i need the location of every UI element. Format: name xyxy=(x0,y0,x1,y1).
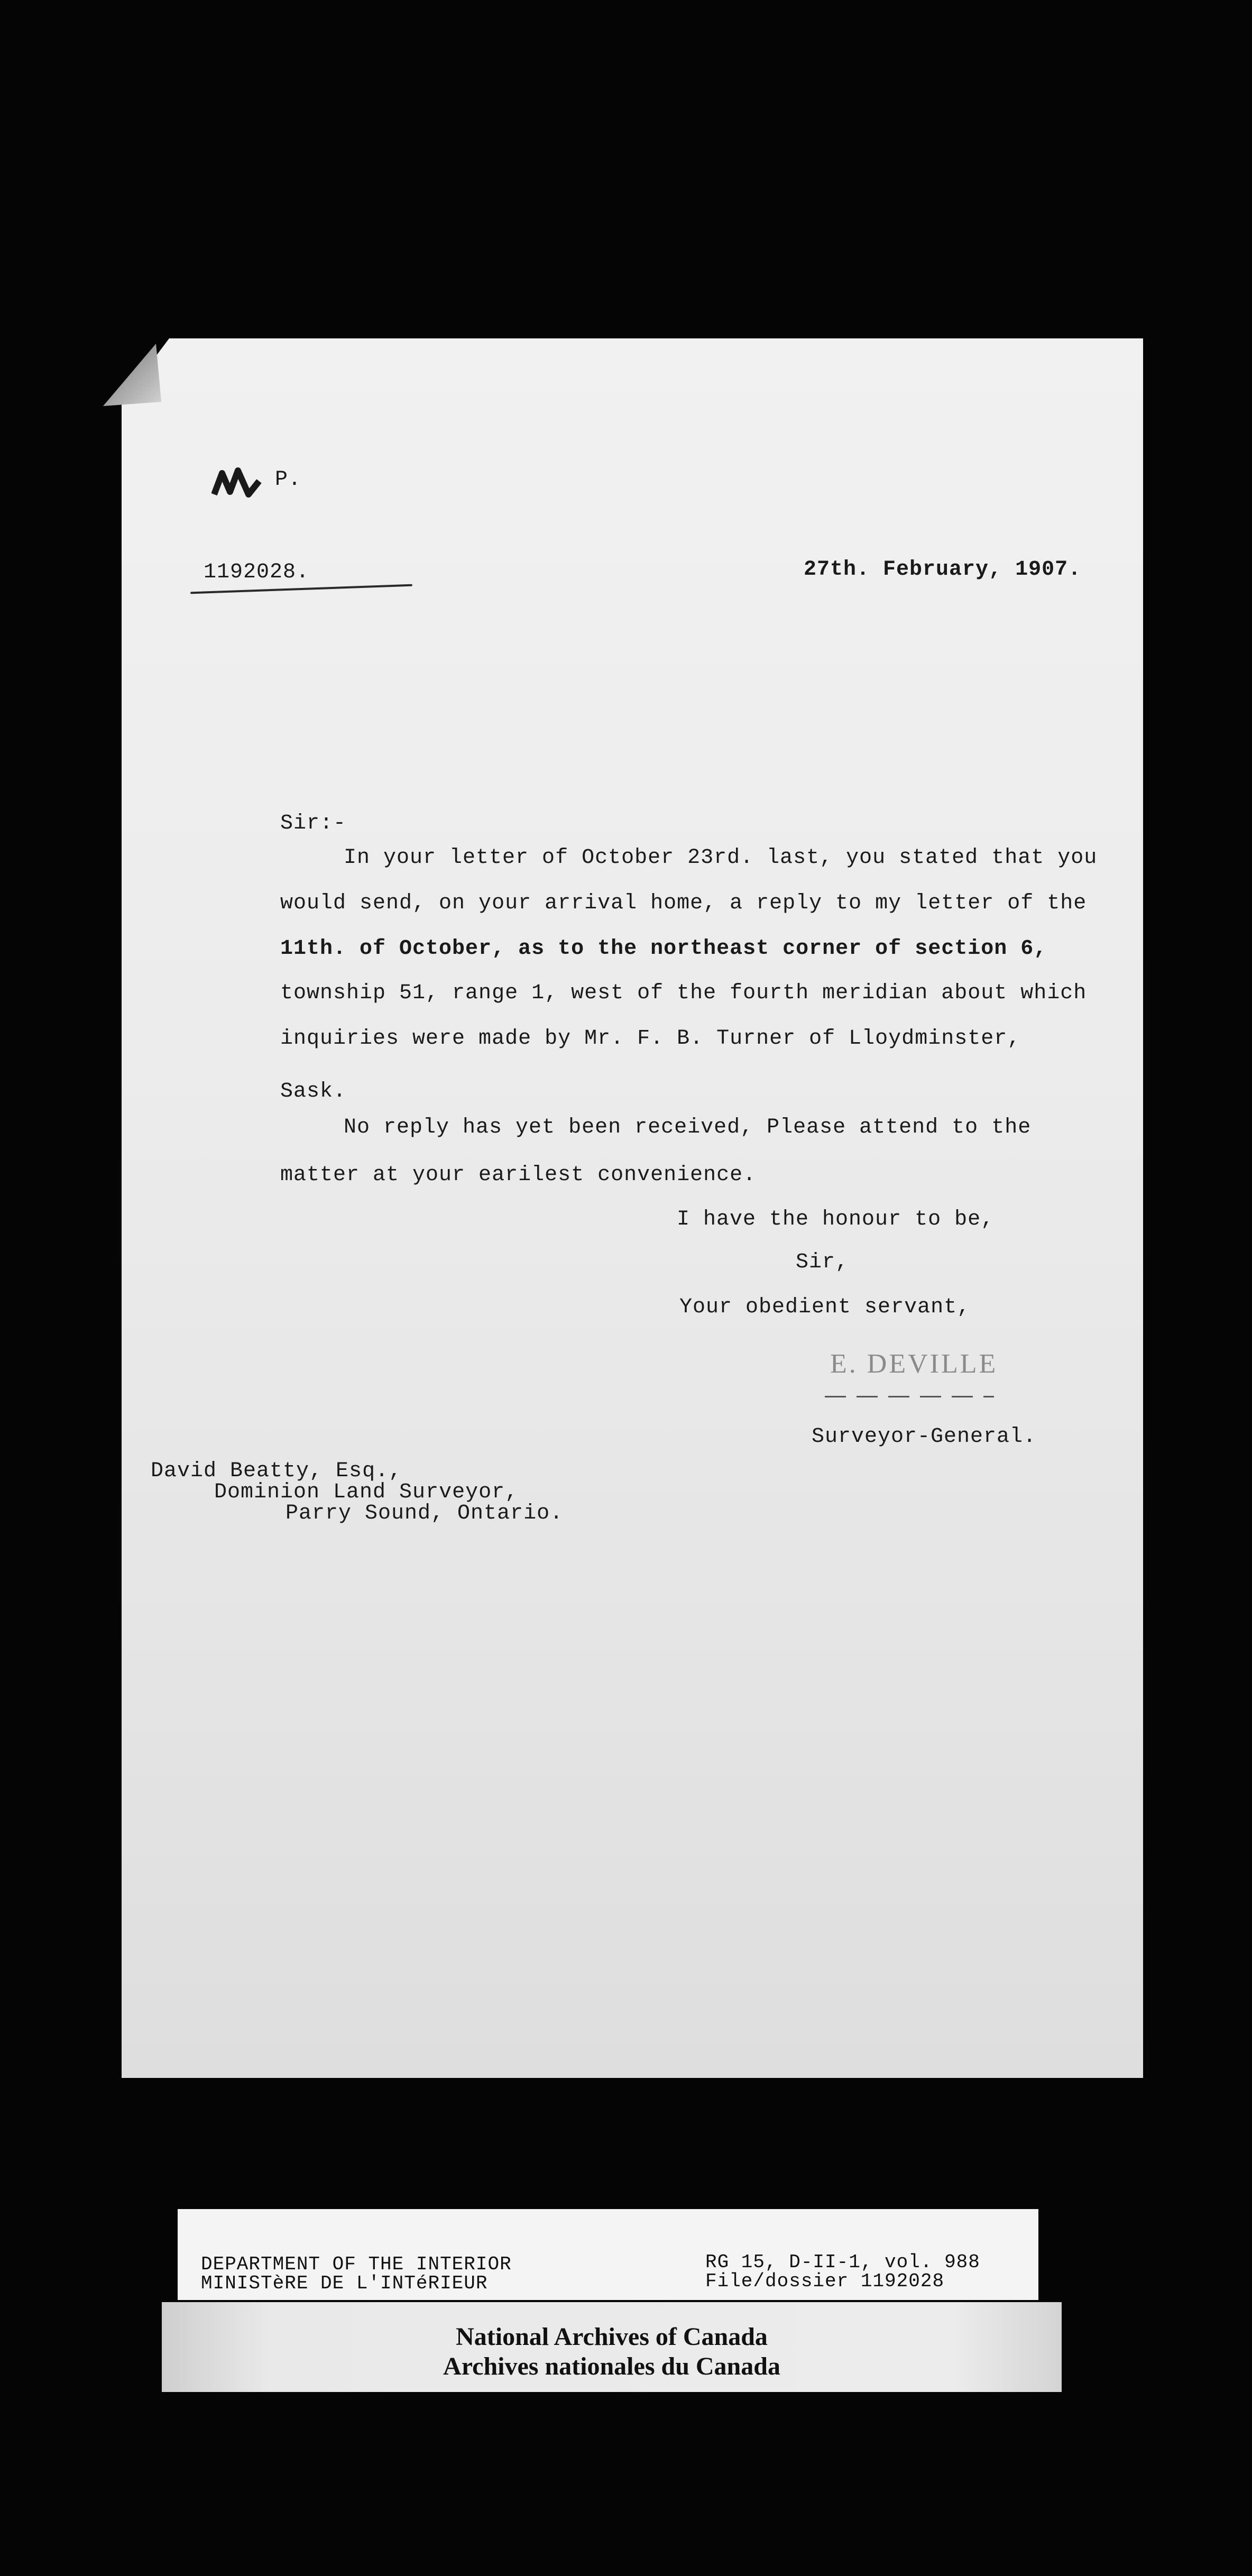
archives-banner xyxy=(162,2302,1062,2392)
signature-line xyxy=(825,1396,994,1397)
closing-line: Sir, xyxy=(796,1250,849,1274)
file-reference: 1192028. xyxy=(204,560,310,584)
file-dossier: File/dossier 1192028 xyxy=(705,2270,945,2292)
folded-corner xyxy=(103,344,164,407)
signature-stamp: E. DEVILLE xyxy=(830,1349,998,1379)
body-line: inquiries were made by Mr. F. B. Turner of Lloydminster, xyxy=(280,1027,1021,1051)
record-group: RG 15, D-II-1, vol. 988 xyxy=(705,2251,980,2273)
body-line: Sask. xyxy=(280,1080,347,1103)
handwritten-mark-icon xyxy=(211,465,270,502)
addressee-line: Parry Sound, Ontario. xyxy=(286,1502,564,1525)
salutation: Sir:- xyxy=(280,812,347,835)
body-line: would send, on your arrival home, a reply to my letter of the xyxy=(280,891,1087,915)
closing-line: Your obedient servant, xyxy=(679,1295,971,1319)
archives-french: Archives nationales du Canada xyxy=(443,2352,780,2380)
mark-suffix: P. xyxy=(275,468,302,492)
archives-english: National Archives of Canada xyxy=(456,2323,768,2351)
addressee-line: Dominion Land Surveyor, xyxy=(214,1480,519,1504)
department-french: MINISTèRE DE L'INTéRIEUR xyxy=(201,2273,488,2294)
body-line: 11th. of October, as to the northeast corner of section 6, xyxy=(280,937,1047,961)
signature-title: Surveyor-General. xyxy=(812,1425,1037,1449)
closing-line: I have the honour to be, xyxy=(677,1208,995,1231)
department-english: DEPARTMENT OF THE INTERIOR xyxy=(201,2253,512,2275)
body-line: township 51, range 1, west of the fourth meridian about which xyxy=(280,981,1087,1005)
body-line: No reply has yet been received, Please attend to the xyxy=(344,1116,1032,1139)
addressee-line: David Beatty, Esq., xyxy=(151,1459,402,1483)
letter-date: 27th. February, 1907. xyxy=(804,558,1082,582)
body-line: matter at your earilest convenience. xyxy=(280,1163,757,1187)
body-line: In your letter of October 23rd. last, you stated that you xyxy=(344,846,1098,870)
